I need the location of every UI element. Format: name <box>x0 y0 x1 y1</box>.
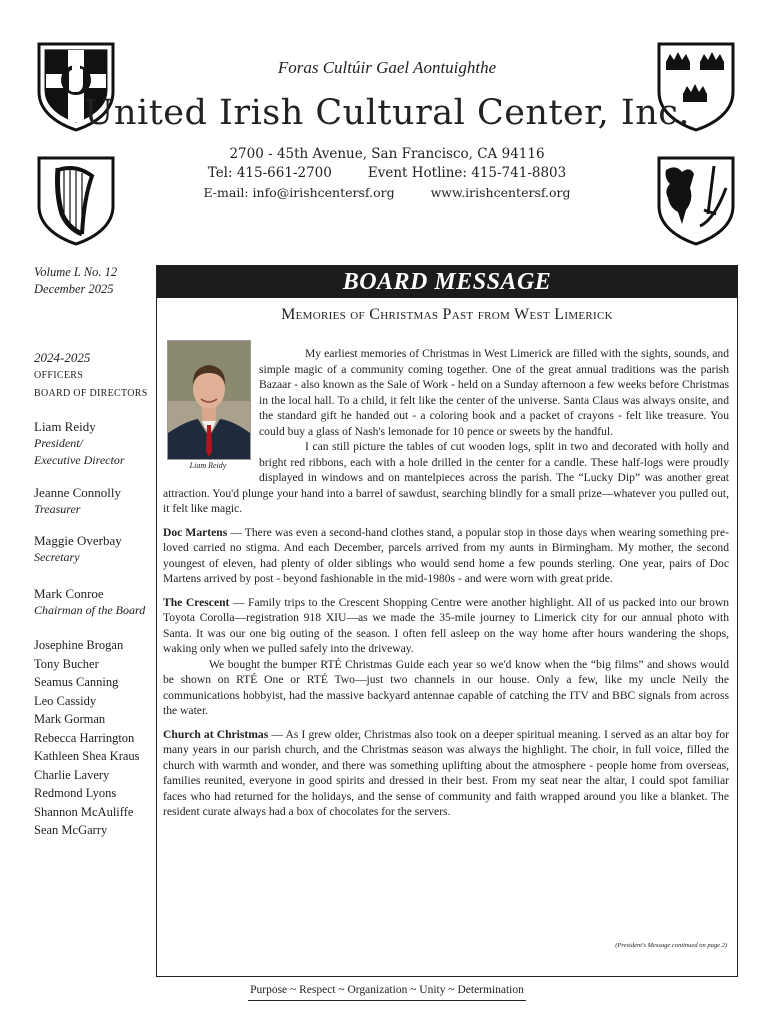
director-name: Seamus Canning <box>34 675 119 689</box>
issue-date: December 2025 <box>34 282 114 296</box>
section-lead: Church at Christmas <box>163 727 269 741</box>
volume-number: Volume L No. 12 <box>34 265 118 279</box>
paragraph-text: — As I grew older, Christmas also took on a deeper spiritual meaning. I served as an altar boy for many years in our parish church, and the Christmas season was always the highlight. The choir, in full voice, filled the church with warmth and wonder, and there was something uplifting about the atmosphere - people home from overseas, families reunited, everyone in good spirits and dressed in their best. From my seat near the altar, I could spot familiar faces who had returned for the holidays, and the sense of community and faith wrapped around you like a blanket. The resident curate always had a box of chocolates for the servers. <box>163 727 729 818</box>
director-name: Charlie Lavery <box>34 767 110 782</box>
article-paragraph <box>163 525 729 587</box>
officer-entry <box>34 484 154 518</box>
director-name: Shannon McAuliffe <box>34 804 134 819</box>
article-headline: Memories of Christmas Past from West Limerick <box>281 306 613 323</box>
board-label: BOARD OF DIRECTORS <box>34 388 148 399</box>
article-paragraph: We bought the bumper RTÉ Christmas Guide each year so we'd know when the “big films” and shows would be shown on RTÉ One or RTÉ Two—just two channels in our house. Only a few, like my uncle Neily the communications hobbyist, had the massive backyard antennae capable of catching the ITV and BBC signals from across the water. <box>163 657 729 717</box>
officer-name: Liam Reidy <box>34 419 96 434</box>
continued-note: (President's Message continued on page 2) <box>615 942 727 949</box>
director-name: Tony Bucher <box>34 656 99 671</box>
photo-caption: Liam Reidy <box>189 461 227 470</box>
officers-heading <box>34 367 148 403</box>
sidebar <box>34 264 154 837</box>
section-lead: Doc Martens <box>163 525 228 539</box>
org-tagline: Foras Cultúir Gael Aontuighthe <box>277 58 497 77</box>
officer-entry <box>34 585 154 619</box>
article-paragraph <box>163 727 729 820</box>
board-message-frame <box>156 265 738 977</box>
motto-text: Purpose ~ Respect ~ Organization ~ Unity ~ Determination <box>248 984 526 1001</box>
email-link[interactable]: E-mail: info@irishcentersf.org <box>203 185 395 200</box>
article-paragraph: My earliest memories of Christmas in West Limerick are filled with the sights, sounds, and simple magic of a community coming together. One of the great annual traditions was the parish Bazaar - also known as the Sale of Work - held on a Sunday afternoon a few weeks before Christmas in the local hall. To a child, it felt like the center of the universe. Santa Claus was always onsite, and the standard gift he handed out - a coloring book and a packet of crayons - felt like treasure. You could buy a glass of Nash's lemonade for 10 pence or sweets by the handful. <box>259 347 729 438</box>
article-paragraph: I can still picture the tables of cut wooden logs, split in two and decorated with holly and bright red ribbons, each with a hole drilled in the center for a candle. These half-logs were proudly displayed in windows and on mantelpieces across the parish. The “Lucky Dip” was another great attraction. You'd plunge your hand into a barrel of sawdust, searching blindly for a small prize—whatever you pulled out, it felt like magic. <box>163 440 729 515</box>
contact-line <box>0 185 774 200</box>
officer-entry <box>34 532 154 566</box>
director-name: Redmond Lyons <box>34 786 117 800</box>
officer-title: President/ <box>34 436 83 450</box>
director-name: Rebecca Harrington <box>34 730 135 745</box>
officer-title: Secretary <box>34 550 80 564</box>
director-name: Josephine Brogan <box>34 638 124 652</box>
phone-line <box>0 165 774 181</box>
address-line: 2700 - 45th Avenue, San Francisco, CA 94116 <box>229 146 545 162</box>
article-paragraph <box>163 595 729 657</box>
officer-name: Mark Conroe <box>34 586 104 601</box>
event-hotline: Event Hotline: 415-741-8803 <box>367 165 567 181</box>
section-banner: BOARD MESSAGE <box>157 266 737 298</box>
website-link[interactable]: www.irishcentersf.org <box>430 185 571 200</box>
officer-title: Treasurer <box>34 502 81 516</box>
directors-list <box>34 636 140 840</box>
paragraph-text: — Family trips to the Crescent Shopping Centre were another highlight. All of us packed into our brown Toyota Corolla—registration 918 XIU—as we made the 35-mile journey to Limerick city for our annual photo with Santa. It was our one big outing of the season. I often fell asleep on the way home after hours wandering the shops, waking only when we pulled safely into the driveway. <box>163 595 730 655</box>
officer-entry <box>34 418 154 469</box>
officer-title: Executive Director <box>34 453 125 467</box>
section-lead: The Crescent <box>163 595 230 609</box>
officer-name: Maggie Overbay <box>34 533 122 548</box>
director-name: Mark Gorman <box>34 712 106 726</box>
director-name: Kathleen Shea Kraus <box>34 749 140 763</box>
footer-motto <box>0 984 774 1001</box>
article-body <box>163 346 729 820</box>
telephone: Tel: 415-661-2700 <box>207 165 332 181</box>
officer-title: Chairman of the Board <box>34 603 146 617</box>
director-name: Leo Cassidy <box>34 693 97 708</box>
officers-label: OFFICERS <box>34 370 84 381</box>
director-name: Sean McGarry <box>34 823 108 837</box>
board-term: 2024-2025 <box>34 350 91 365</box>
org-name: United Irish Cultural Center, Inc. <box>83 93 690 133</box>
paragraph-text: — There was even a second-hand clothes stand, a popular stop in those days when wearing something pre-loved carried no stigma. And each December, parcels arrived from my aunts in Birmingham. My mother, the second youngest of eleven, had plenty of older siblings who would send home a few pounds sterling. One year, pairs of Doc Martens arrived by post - beyond fashionable in the mid-1980s - and were worn with great pride. <box>163 525 729 585</box>
officer-name: Jeanne Connolly <box>34 485 122 500</box>
